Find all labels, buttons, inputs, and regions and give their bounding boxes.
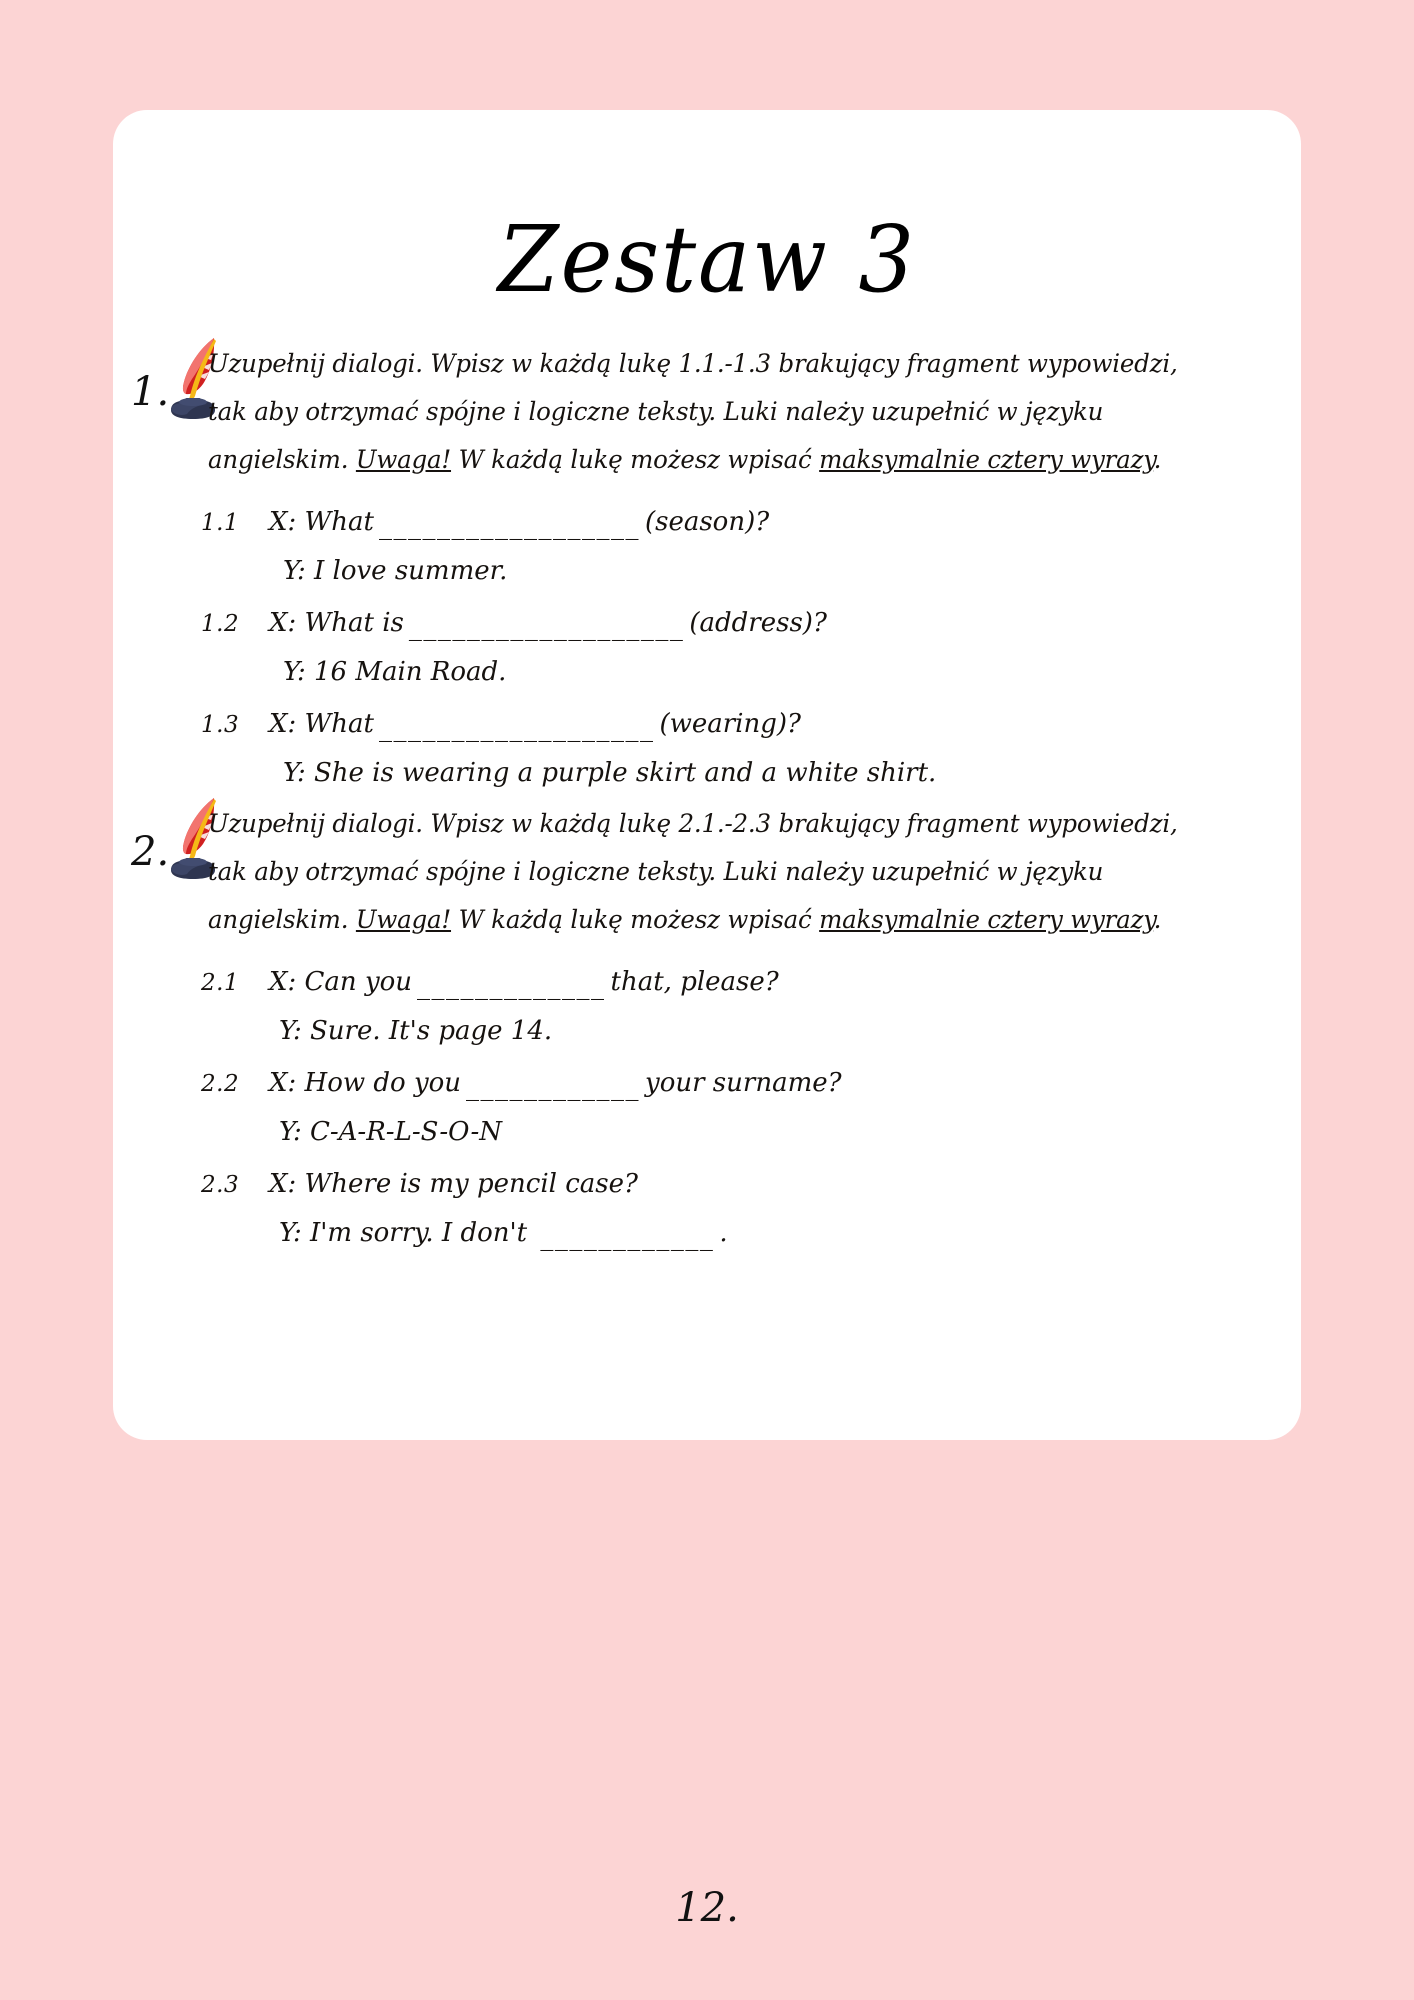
question-prefix: X: What: [269, 507, 374, 537]
answer-suffix: .: [719, 1218, 728, 1248]
exercise-2-header: [113, 800, 1301, 944]
answer-line: Y: Sure. It's page 14.: [279, 1016, 553, 1046]
question-prefix: X: Can you: [269, 967, 413, 997]
question-line: [201, 700, 1301, 749]
instr-note-before: W każdą lukę możesz wpisać: [451, 445, 820, 475]
exercise-block-1: [113, 340, 1301, 801]
item-number: 2.2: [201, 1071, 240, 1097]
question-line: [201, 1160, 1301, 1209]
exercise-2-items: [201, 958, 1301, 1257]
question-suffix: your surname?: [645, 1068, 842, 1098]
question-body: [269, 1160, 638, 1208]
question-suffix: (season)?: [644, 507, 770, 537]
exercise-1-items: [201, 498, 1301, 797]
question-prefix: X: Where is my pencil case?: [269, 1169, 638, 1199]
answer-line: Y: C-A-R-L-S-O-N: [279, 1117, 502, 1147]
instr-range: 1.1.-1.3: [678, 349, 771, 379]
question-suffix: that, please?: [610, 967, 779, 997]
list-item: [201, 599, 1301, 696]
question-body: [269, 700, 801, 748]
question-prefix: X: What is: [269, 608, 404, 638]
item-number: 1.3: [201, 712, 240, 738]
item-number: 2.3: [201, 1172, 240, 1198]
list-item: [201, 1160, 1301, 1257]
question-body: [269, 958, 779, 1006]
exercise-block-2: [113, 800, 1301, 1261]
page-card: [113, 110, 1301, 1440]
question-body: [269, 599, 827, 647]
instr-text-c: brakujący fragment wypowiedzi, tak aby otrzymać spójne i logiczne teksty. Luki należy uzupełnić w języku angielskim.: [208, 349, 1178, 475]
instr-note-underlined: maksymalnie cztery wyrazy: [819, 905, 1154, 935]
item-number: 1.1: [201, 510, 240, 536]
question-line: [201, 599, 1301, 648]
instr-note-after: .: [1153, 445, 1162, 475]
exercise-1-number: 1.: [131, 369, 170, 415]
answer-blank[interactable]: ____________: [466, 1072, 641, 1102]
answer-blank[interactable]: ___________________: [378, 713, 655, 743]
answer-blank[interactable]: __________________: [378, 511, 640, 541]
question-body: [269, 498, 769, 546]
exercise-1-header: [113, 340, 1301, 484]
answer-blank[interactable]: ____________: [540, 1222, 715, 1252]
instr-note-underlined: maksymalnie cztery wyrazy: [819, 445, 1154, 475]
list-item: [201, 498, 1301, 595]
answer-line: Y: I love summer.: [283, 556, 508, 586]
instr-text-c: brakujący fragment wypowiedzi, tak aby otrzymać spójne i logiczne teksty. Luki należy uzupełnić w języku angielskim.: [208, 809, 1178, 935]
question-prefix: X: What: [269, 709, 374, 739]
instr-text-a: Uzupełnij dialogi. Wpisz w każdą lukę: [208, 809, 679, 839]
answer-blank[interactable]: ___________________: [408, 612, 685, 642]
page-title: Zestaw 3: [498, 206, 916, 313]
question-line: [201, 958, 1301, 1007]
exercise-1-instructions: [208, 340, 1211, 484]
exercise-2-number: 2.: [131, 829, 170, 875]
answer-line: Y: 16 Main Road.: [283, 657, 507, 687]
question-prefix: X: How do you: [269, 1068, 462, 1098]
answer-blank[interactable]: _____________: [417, 971, 606, 1001]
exercise-2-instructions: [208, 800, 1211, 944]
instr-text-a: Uzupełnij dialogi. Wpisz w każdą lukę: [208, 349, 679, 379]
list-item: [201, 958, 1301, 1055]
answer-prefix: Y: I'm sorry. I don't: [279, 1218, 528, 1248]
question-suffix: (wearing)?: [659, 709, 801, 739]
list-item: [201, 1059, 1301, 1156]
page-number: 12.: [675, 1885, 739, 1931]
instr-note-label: Uwaga!: [355, 445, 452, 475]
instr-range: 2.1.-2.3: [678, 809, 771, 839]
instr-note-after: .: [1153, 905, 1162, 935]
instr-note-before: W każdą lukę możesz wpisać: [451, 905, 820, 935]
instr-note-label: Uwaga!: [355, 905, 452, 935]
list-item: [201, 700, 1301, 797]
answer-line: [279, 1209, 1301, 1257]
question-body: [269, 1059, 842, 1107]
item-number: 2.1: [201, 970, 240, 996]
question-line: [201, 1059, 1301, 1108]
question-suffix: (address)?: [689, 608, 827, 638]
answer-line: Y: She is wearing a purple skirt and a white shirt.: [283, 758, 937, 788]
item-number: 1.2: [201, 611, 240, 637]
question-line: [201, 498, 1301, 547]
